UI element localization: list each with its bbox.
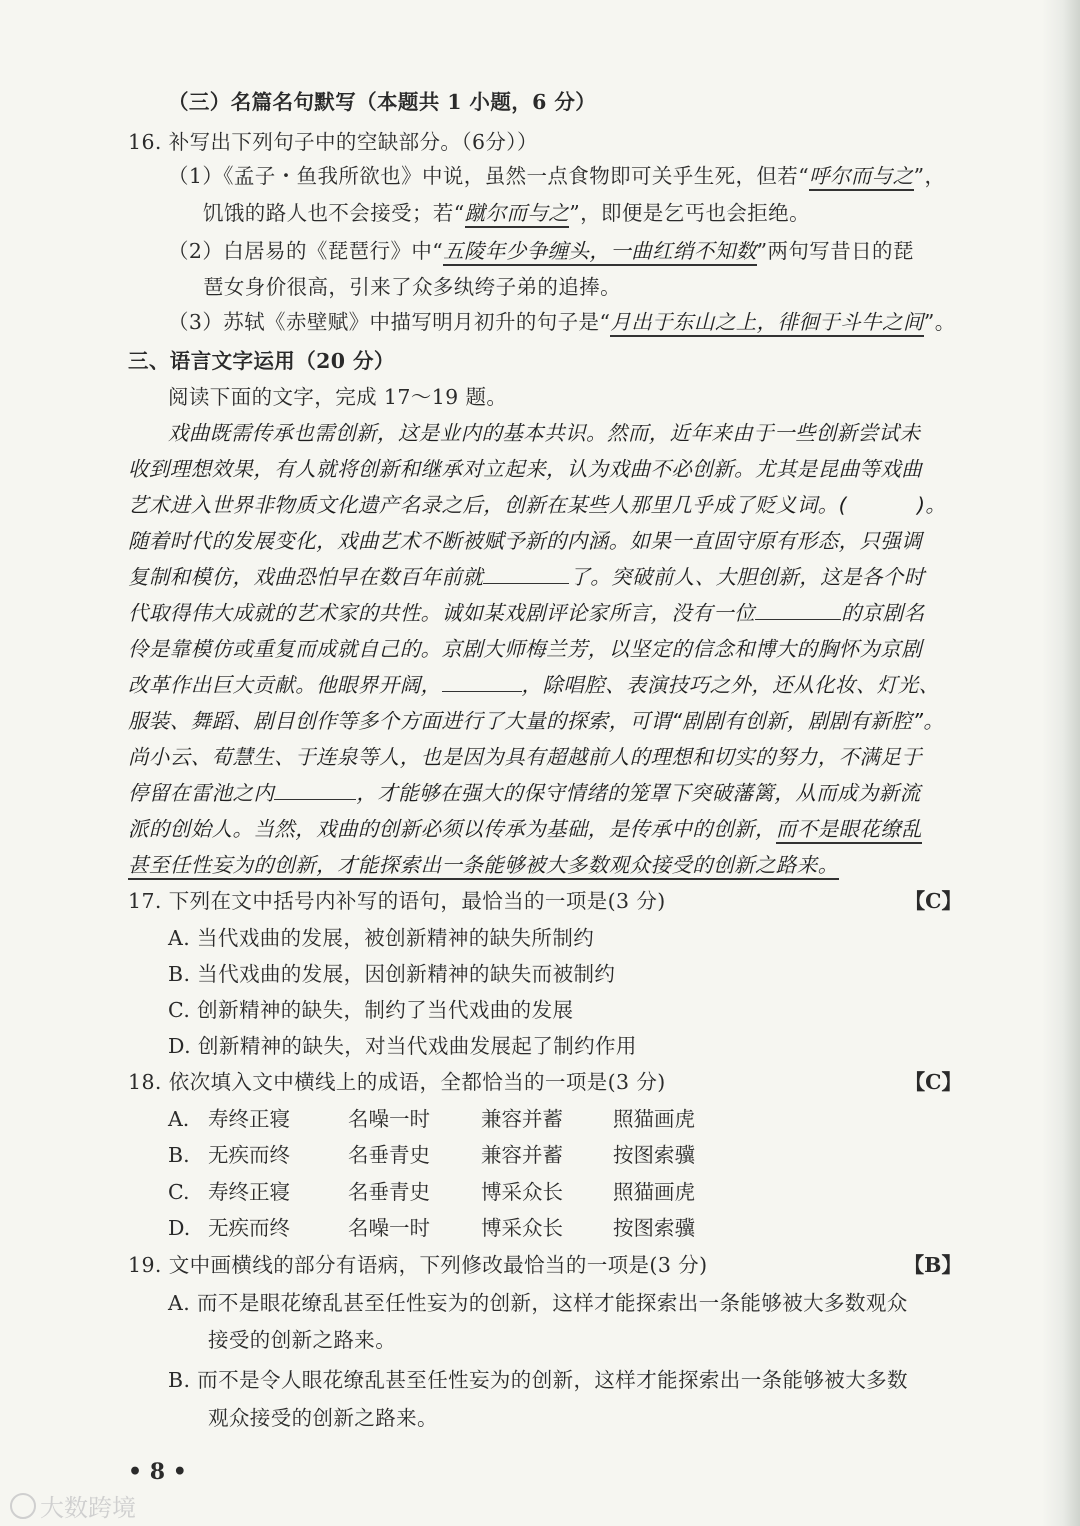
passage-line-1: 戏曲既需传承也需创新，这是业内的基本共识。然而，近年来由于一些创新尝试未 <box>168 421 921 445</box>
q18-idiom: 博采众长 <box>481 1180 563 1204</box>
q18-idiom: 无疾而终 <box>208 1216 290 1240</box>
q16-item2-line1 <box>168 236 914 266</box>
q16-item1-line1 <box>168 161 945 191</box>
q18-idiom: 按图索骥 <box>613 1216 695 1240</box>
part3-intro: 阅读下面的文字，完成 17～19 题。 <box>168 385 508 409</box>
q16-item1-text3: ”，即便是乞丐也会拒绝。 <box>569 201 810 225</box>
q17-option-d: D. 创新精神的缺失，对当代戏曲发展起了制约作用 <box>168 1034 637 1058</box>
q18-idiom: 博采众长 <box>481 1216 563 1240</box>
q18-idiom: 无疾而终 <box>208 1143 290 1167</box>
passage-line-11 <box>128 778 921 808</box>
q16-item2-text: （2）白居易的《琵琶行》中“ <box>168 239 444 263</box>
q16-item2-line2: 琶女身价很高，引来了众多纨绔子弟的追捧。 <box>203 275 621 299</box>
passage-line-8 <box>128 670 940 700</box>
underlined-sentence-end: 甚至任性妄为的创新，才能探索出一条能够被大多数观众接受的创新之路来。 <box>128 853 839 880</box>
q18-idiom: 名垂青史 <box>348 1180 430 1204</box>
passage-line-7: 伶是靠模仿或重复而成就自己的。京剧大师梅兰芳，以坚定的信念和博大的胸怀为京剧 <box>128 637 923 661</box>
passage-line-5-a: 复制和模仿，戏曲恐怕早在数百年前就 <box>128 565 484 589</box>
q18-idiom: 名垂青史 <box>348 1143 430 1167</box>
fill-blank-1 <box>483 563 569 584</box>
watermark <box>10 1488 136 1523</box>
underlined-sentence-start: 而不是眼花缭乱 <box>776 817 922 844</box>
fill-blank-4 <box>274 779 356 800</box>
q16-stem: 16. 补写出下列句子中的空缺部分。（6分）） <box>128 130 538 154</box>
q18-option-letter: D. <box>168 1216 191 1240</box>
q16-item1-line2 <box>203 198 810 228</box>
q19-option-b-line1: B. 而不是令人眼花缭乱甚至任性妄为的创新，这样才能探索出一条能够被大多数 <box>168 1368 908 1392</box>
passage-line-12-a: 派的创始人。当然，戏曲的创新必须以传承为基础，是传承中的创新， <box>128 817 776 841</box>
q18-idiom: 名噪一时 <box>348 1107 430 1131</box>
passage-line-9: 服装、舞蹈、剧目创作等多个方面进行了大量的探索，可谓“剧剧有创新，剧剧有新腔”。 <box>128 709 945 733</box>
q16-item1-answer1: 呼尔而与之 <box>809 164 914 191</box>
passage-line-5 <box>128 562 925 592</box>
q16-item1-text: （1）《孟子・鱼我所欲也》中说，虽然一点食物即可关乎生死，但若“ <box>168 164 810 188</box>
q18-idiom: 照猫画虎 <box>613 1107 695 1131</box>
q17-stem: 17. 下列在文中括号内补写的语句，最恰当的一项是(3 分) <box>128 889 666 913</box>
watermark-logo-icon <box>10 1493 36 1519</box>
passage-line-5-b: 了。突破前人、大胆创新，这是各个时 <box>569 565 925 589</box>
passage-line-11-b: ，才能够在强大的保守情绪的笼罩下突破藩篱，从而成为新流 <box>356 781 921 805</box>
passage-line-8-b: ，除唱腔、表演技巧之外，还从化妆、灯光、 <box>521 673 940 697</box>
q18-idiom: 名噪一时 <box>348 1216 430 1240</box>
passage-line-6 <box>128 598 925 628</box>
passage-line-4: 随着时代的发展变化，戏曲艺术不断被赋予新的内涵。如果一直固守原有形态，只强调 <box>128 529 923 553</box>
q17-option-c: C. 创新精神的缺失，制约了当代戏曲的发展 <box>168 998 574 1022</box>
section-heading-famous-lines: （三）名篇名句默写（本题共 1 小题，6 分） <box>168 90 597 114</box>
passage-line-2: 收到理想效果，有人就将创新和继承对立起来，认为戏曲不必创新。尤其是昆曲等戏曲 <box>128 457 923 481</box>
q19-option-a-line2: 接受的创新之路来。 <box>208 1328 397 1352</box>
q17-answer: 【C】 <box>904 889 962 913</box>
q18-option-letter: A. <box>168 1107 190 1131</box>
q17-option-b: B. 当代戏曲的发展，因创新精神的缺失而被制约 <box>168 962 616 986</box>
q16-item1-text2: 饥饿的路人也不会接受；若“ <box>203 201 465 225</box>
q18-stem: 18. 依次填入文中横线上的成语，全都恰当的一项是(3 分) <box>128 1070 666 1094</box>
q16-item1-answer2: 蹴尔而与之 <box>465 201 570 228</box>
q18-idiom: 兼容并蓄 <box>481 1107 563 1131</box>
passage-line-6-a: 代取得伟大成就的艺术家的共性。诚如某戏剧评论家所言，没有一位 <box>128 601 755 625</box>
fill-blank-2 <box>755 599 841 620</box>
page-number: • 8 • <box>128 1459 187 1485</box>
passage-bracket-end: )。 <box>917 493 947 517</box>
q18-answer: 【C】 <box>904 1070 962 1094</box>
q19-stem: 19. 文中画横线的部分有语病，下列修改最恰当的一项是(3 分) <box>128 1253 708 1277</box>
q16-item1-text-end: ”， <box>913 164 946 188</box>
passage-line-3-text: 艺术进入世界非物质文化遗产名录之后，创新在某些人那里几乎成了贬义词。( <box>128 493 847 517</box>
watermark-text: 大数跨境 <box>40 1494 136 1522</box>
q18-option-letter: C. <box>168 1180 190 1204</box>
passage-line-8-a: 改革作出巨大贡献。他眼界开阔， <box>128 673 442 697</box>
q18-idiom: 寿终正寝 <box>208 1180 290 1204</box>
q18-idiom: 兼容并蓄 <box>481 1143 563 1167</box>
page-edge-shadow <box>1042 0 1080 1526</box>
passage-line-12 <box>128 814 922 844</box>
q16-item3 <box>168 307 956 337</box>
q16-item3-text: （3）苏轼《赤壁赋》中描写明月初升的句子是“ <box>168 310 611 334</box>
passage-line-6-b: 的京剧名 <box>841 601 925 625</box>
q16-item2-text-end: ”两句写昔日的琵 <box>756 239 914 263</box>
q18-option-letter: B. <box>168 1143 190 1167</box>
q19-option-a-line1: A. 而不是眼花缭乱甚至任性妄为的创新，这样才能探索出一条能够被大多数观众 <box>168 1291 908 1315</box>
passage-line-10: 尚小云、荀慧生、于连泉等人，也是因为具有超越前人的理想和切实的努力，不满足于 <box>128 745 923 769</box>
q18-idiom: 照猫画虎 <box>613 1180 695 1204</box>
q19-option-b-line2: 观众接受的创新之路来。 <box>208 1406 438 1430</box>
q19-answer: 【B】 <box>903 1253 962 1277</box>
passage-line-13 <box>128 850 839 880</box>
fill-blank-3 <box>442 671 522 692</box>
q16-item2-answer: 五陵年少争缠头，一曲红绡不知数 <box>443 239 757 266</box>
q16-item3-text-end: ”。 <box>923 310 956 334</box>
part3-heading: 三、语言文字运用（20 分） <box>128 349 395 373</box>
q16-item3-answer: 月出于东山之上，徘徊于斗牛之间 <box>610 310 924 337</box>
passage-line-11-a: 停留在雷池之内 <box>128 781 275 805</box>
q18-idiom: 寿终正寝 <box>208 1107 290 1131</box>
passage-line-3 <box>128 490 946 520</box>
q17-option-a: A. 当代戏曲的发展，被创新精神的缺失所制约 <box>168 926 595 950</box>
q18-idiom: 按图索骥 <box>613 1143 695 1167</box>
